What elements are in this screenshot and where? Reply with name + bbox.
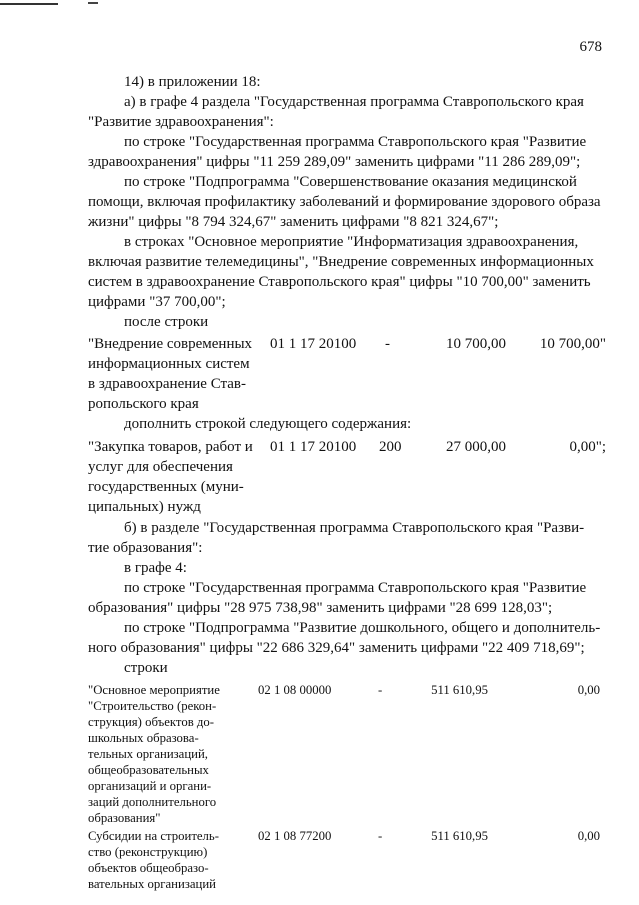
paragraph-line: образования" цифры "28 975 738,98" заменить цифрами "28 699 128,03"; bbox=[88, 600, 553, 616]
row-name-line: ропольского края bbox=[88, 396, 199, 412]
row-total: 0,00 bbox=[577, 828, 600, 843]
paragraph-line: по строке "Государственная программа Ставропольского края "Развитие bbox=[124, 134, 587, 150]
paragraph-line: по строке "Подпрограмма "Развитие дошкольного, общего и дополнитель- bbox=[124, 620, 601, 636]
scan-edge-mark bbox=[88, 2, 98, 4]
row-name-line: ципальных) нужд bbox=[88, 499, 201, 515]
paragraph-line: жизни" цифры "8 794 324,67" заменить цифрами "8 821 324,67"; bbox=[88, 214, 499, 230]
paragraph-line: по строке "Подпрограмма "Совершенствование оказания медицинской bbox=[124, 174, 577, 190]
row-kind: 200 bbox=[379, 439, 402, 455]
row-kind: - bbox=[385, 336, 390, 352]
paragraph-line: систем в здравоохранение Ставропольского края" цифры "10 700,00" заменить bbox=[88, 274, 591, 290]
paragraph-line: в графе 4: bbox=[124, 560, 187, 576]
paragraph-line: тие образования": bbox=[88, 540, 203, 556]
row-kind: - bbox=[378, 683, 383, 697]
row-name-line: услуг для обеспечения bbox=[88, 459, 233, 475]
row-total: 0,00 bbox=[577, 683, 600, 697]
paragraph-line: включая развитие телемедицины", "Внедрение современных информационных bbox=[88, 254, 594, 270]
paragraph-line: по строке "Государственная программа Ставропольского края "Развитие bbox=[124, 580, 587, 596]
row-code: 02 1 08 00000 bbox=[258, 683, 332, 697]
scan-edge-line bbox=[0, 3, 58, 5]
row-name-line: струкция) объектов до- bbox=[88, 715, 215, 730]
paragraph-line: ного образования" цифры "22 686 329,64" заменить цифрами "22 409 718,69"; bbox=[88, 640, 585, 656]
row-name-line: вательных организаций bbox=[88, 877, 216, 891]
paragraph-line: помощи, включая профилактику заболеваний и формирование здорового образа bbox=[88, 194, 601, 210]
paragraph-line: дополнить строкой следующего содержания: bbox=[124, 416, 412, 432]
row-name-line: "Основное мероприятие bbox=[88, 683, 220, 697]
paragraph-line: строки bbox=[124, 660, 168, 676]
paragraph-line: здравоохранения" цифры "11 259 289,09" заменить цифрами "11 286 289,09"; bbox=[88, 154, 581, 170]
row-name-line: в здравоохранение Став- bbox=[88, 376, 246, 392]
paragraph-line: 14) в приложении 18: bbox=[124, 74, 261, 90]
row-amount: 27 000,00 bbox=[446, 439, 506, 455]
row-name-line: организаций и органи- bbox=[88, 779, 212, 794]
paragraph-line: цифрами "37 700,00"; bbox=[88, 294, 226, 310]
row-amount: 511 610,95 bbox=[431, 683, 488, 697]
row-name-line: школьных образова- bbox=[88, 731, 199, 746]
row-code: 01 1 17 20100 bbox=[270, 439, 357, 455]
row-kind: - bbox=[378, 828, 383, 843]
row-amount: 10 700,00 bbox=[446, 336, 506, 352]
paragraph-line: в строках "Основное мероприятие "Информатизация здравоохранения, bbox=[124, 234, 579, 250]
row-name-line: образования" bbox=[88, 811, 161, 826]
paragraph-line: б) в разделе "Государственная программа Ставропольского края "Разви- bbox=[124, 520, 585, 536]
row-total: 0,00"; bbox=[569, 439, 606, 455]
row-name-line: общеобразовательных bbox=[88, 763, 209, 778]
row-name-line: заций дополнительного bbox=[88, 795, 217, 810]
row-name-line: государственных (муни- bbox=[88, 479, 244, 495]
row-name-line: "Закупка товаров, работ и bbox=[88, 439, 253, 455]
row-name-line: объектов общеобразо- bbox=[88, 860, 209, 875]
row-code: 02 1 08 77200 bbox=[258, 828, 332, 843]
row-name-line: "Строительство (рекон- bbox=[88, 699, 217, 714]
paragraph-line: после строки bbox=[124, 314, 209, 330]
row-name-line: Субсидии на строитель- bbox=[88, 828, 219, 843]
page-number: 678 bbox=[579, 39, 602, 55]
row-name-line: ство (реконструкцию) bbox=[88, 844, 208, 859]
paragraph-line: "Развитие здравоохранения": bbox=[88, 114, 274, 130]
row-name-line: "Внедрение современных bbox=[88, 336, 253, 352]
row-code: 01 1 17 20100 bbox=[270, 336, 357, 352]
paragraph-line: а) в графе 4 раздела "Государственная программа Ставропольского края bbox=[124, 94, 584, 110]
row-name-line: тельных организаций, bbox=[88, 747, 208, 762]
row-name-line: информационных систем bbox=[88, 356, 250, 372]
row-total: 10 700,00" bbox=[539, 336, 606, 352]
row-amount: 511 610,95 bbox=[431, 828, 488, 843]
